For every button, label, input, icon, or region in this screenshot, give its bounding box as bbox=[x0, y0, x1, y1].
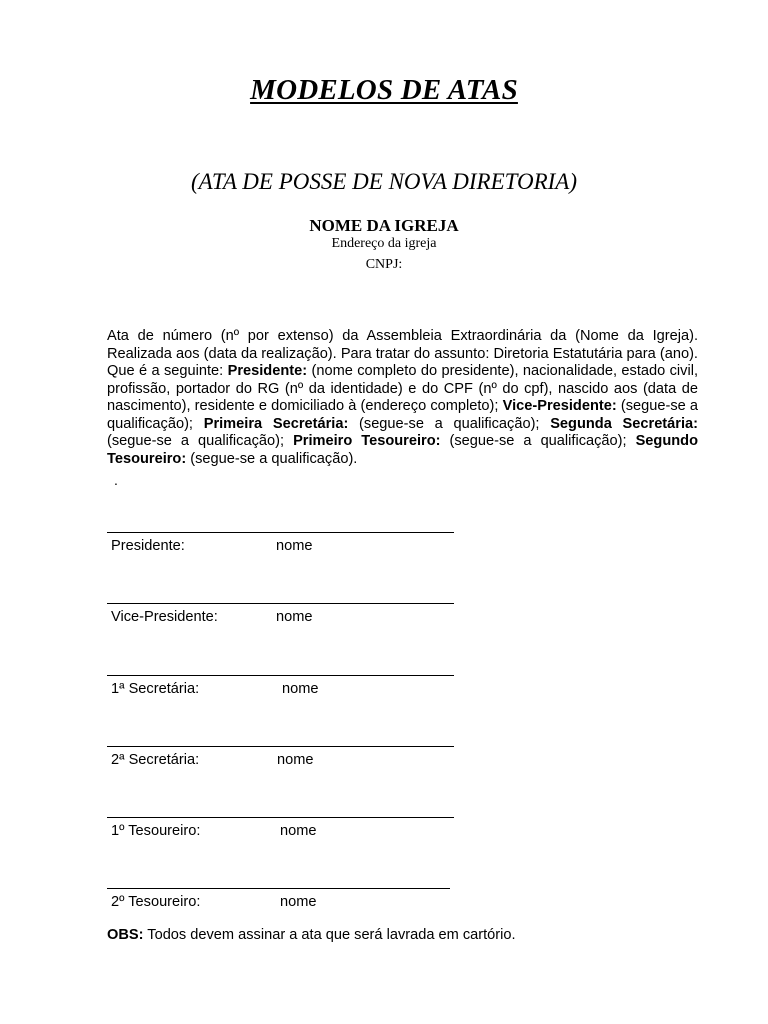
signature-line[interactable] bbox=[107, 603, 454, 604]
signature-role: Presidente: bbox=[111, 538, 185, 554]
paragraph-text: (segue-se a qualificação); bbox=[107, 398, 698, 432]
signature-block-segundo-tesoureiro bbox=[107, 888, 467, 928]
paragraph-text: (segue-se a qualificação); bbox=[107, 433, 294, 449]
signature-line[interactable] bbox=[107, 532, 454, 533]
signature-role: 2ª Secretária: bbox=[111, 752, 200, 768]
presidente-label: Presidente: bbox=[227, 363, 308, 379]
church-address: Endereço da igreja bbox=[331, 236, 437, 251]
signature-role: 2º Tesoureiro: bbox=[111, 894, 201, 910]
signature-role: Vice-Presidente: bbox=[111, 609, 218, 625]
document-subtitle: (ATA DE POSSE DE NOVA DIRETORIA) bbox=[190, 169, 578, 194]
minutes-paragraph bbox=[107, 328, 698, 468]
church-cnpj: CNPJ: bbox=[365, 257, 403, 272]
signature-name: nome bbox=[277, 752, 314, 768]
stray-dot: . bbox=[114, 472, 118, 488]
obs-text: Todos devem assinar a ata que será lavrada em cartório. bbox=[143, 927, 516, 943]
paragraph-text: (segue-se a qualificação). bbox=[186, 450, 358, 467]
obs-label: OBS: bbox=[107, 927, 144, 943]
paragraph-text: (segue-se a qualificação); bbox=[440, 433, 636, 449]
vice-presidente-label: Vice-Presidente: bbox=[502, 398, 617, 414]
signature-name: nome bbox=[276, 609, 313, 625]
signature-role: 1ª Secretária: bbox=[111, 681, 200, 697]
document-title: MODELOS DE ATAS bbox=[250, 74, 518, 106]
signature-line[interactable] bbox=[107, 817, 454, 818]
primeiro-tesoureiro-label: Primeiro Tesoureiro: bbox=[293, 433, 441, 449]
primeira-secretaria-label: Primeira Secretária: bbox=[203, 415, 349, 432]
paragraph-text: (segue-se a qualificação); bbox=[348, 415, 551, 432]
church-name: NOME DA IGREJA bbox=[309, 216, 459, 235]
signature-name: nome bbox=[282, 681, 319, 697]
signature-name: nome bbox=[280, 823, 317, 839]
signature-block-segunda-secretaria bbox=[107, 746, 467, 786]
signature-role: 1º Tesoureiro: bbox=[111, 823, 201, 839]
segunda-secretaria-label: Segunda Secretária: bbox=[550, 415, 698, 432]
signature-line[interactable] bbox=[107, 746, 454, 747]
paragraph-text: Ata de número (nº por extenso) da Assembleia Extraordinária da (Nome da Igreja). Realizada aos (data da realização). Para tratar do assunto: Diretoria Estatutária para (ano). Que é a seguinte: bbox=[107, 328, 698, 379]
observation-note bbox=[107, 927, 516, 943]
signature-name: nome bbox=[280, 894, 317, 910]
segundo-tesoureiro-label: Segundo Tesoureiro: bbox=[107, 433, 699, 467]
signature-line[interactable] bbox=[107, 675, 454, 676]
signature-block-vice-presidente bbox=[107, 603, 467, 643]
signature-line[interactable] bbox=[107, 888, 450, 889]
signature-name: nome bbox=[276, 538, 313, 554]
signature-block-primeira-secretaria bbox=[107, 675, 467, 715]
signature-block-primeiro-tesoureiro bbox=[107, 817, 467, 857]
paragraph-text: (nome completo do presidente), nacionalidade, estado civil, profissão, portador do RG (nº da identidade) e do CPF (nº do cpf), nascido aos (data de nascimento), residente e domiciliado à (endereço completo); bbox=[107, 363, 699, 414]
signature-block-presidente bbox=[107, 532, 467, 572]
